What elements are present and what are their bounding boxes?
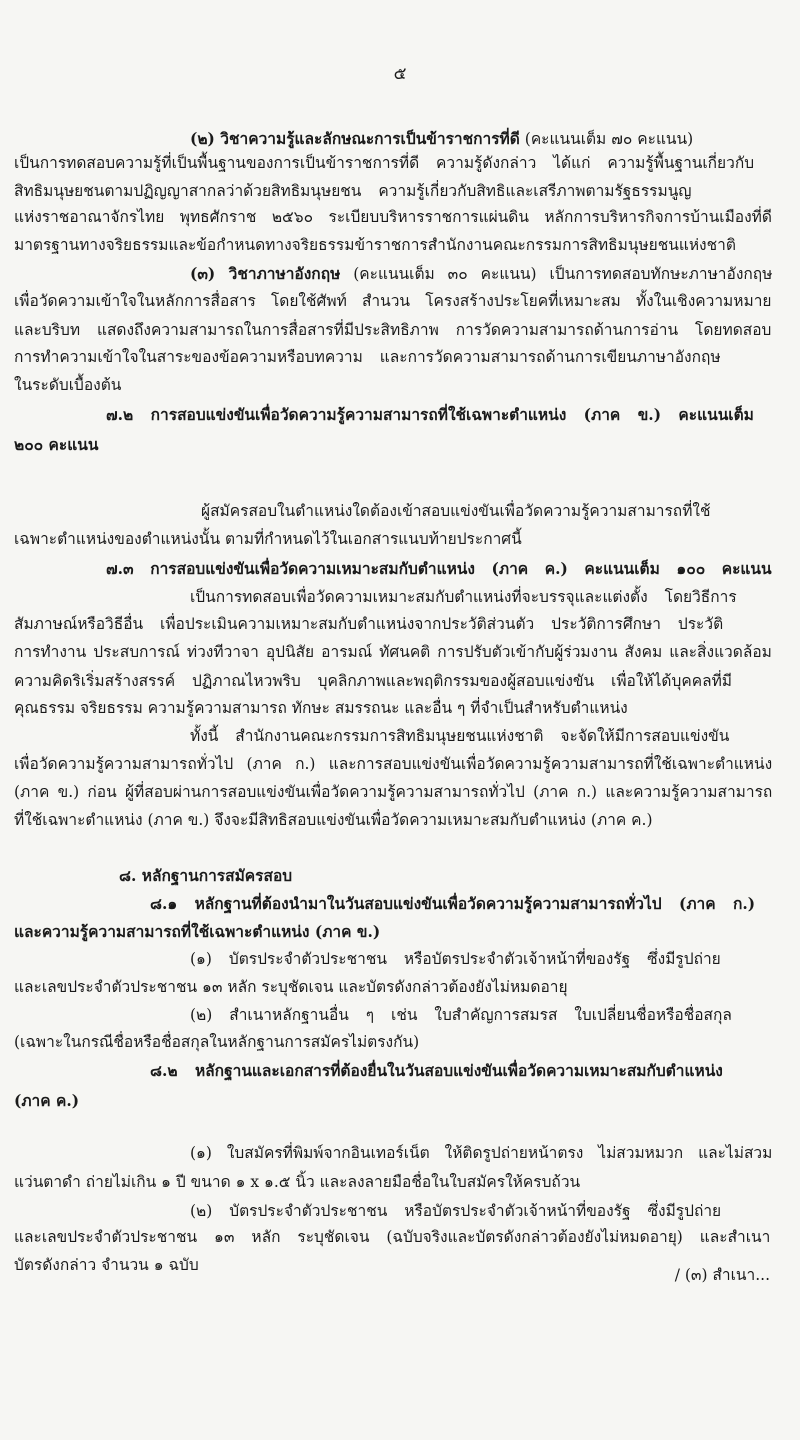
- text-segment: และบริบท แสดงถึงความสามารถในการสื่อสารที่มีประสิทธิภาพ การวัดความสามารถด้านการอ่าน โดยทดสอบ: [14, 321, 772, 339]
- text-segment: สิทธิมนุษยชนตามปฏิญญาสากลว่าด้วยสิทธิมนุษยชน ความรู้เกี่ยวกับสิทธิและเสรีภาพตามรัฐธรรมนูญ: [14, 182, 692, 200]
- text-segment: (๑) ใบสมัครที่พิมพ์จากอินเทอร์เน็ต ให้ติดรูปถ่ายหน้าตรง ไม่สวมหมวก และไม่สวม: [190, 1144, 773, 1162]
- text-segment: ความคิดริเริ่มสร้างสรรค์ ปฏิภาณไหวพริบ บุคลิกภาพและพฤติกรรมของผู้สอบแข่งขัน เพื่อให้ได้บุคคลที่มี: [14, 672, 733, 690]
- text-segment: บัตรดังกล่าว จำนวน ๑ ฉบับ: [14, 1256, 199, 1274]
- text-line: [190, 128, 693, 150]
- text-line: [190, 725, 729, 747]
- text-line: [14, 319, 771, 341]
- text-line: [190, 1200, 721, 1222]
- text-line: [190, 263, 772, 285]
- text-segment: และเลขประจำตัวประชาชน ๑๓ หลัก ระบุชัดเจน (ฉบับจริงและบัตรดังกล่าวต้องยังไม่หมดอายุ) และสำเนา: [14, 1228, 771, 1246]
- text-line: [14, 641, 772, 663]
- text-line: [14, 781, 772, 803]
- text-line: [14, 697, 628, 719]
- text-segment: ที่ใช้เฉพาะตำแหน่ง (ภาค ข.) จึงจะมีสิทธิสอบแข่งขันเพื่อวัดความเหมาะสมกับตำแหน่ง (ภาค ค.): [14, 811, 653, 829]
- text-segment: ผู้สมัครสอบในตำแหน่งใดต้องเข้าสอบแข่งขันเพื่อวัดความรู้ความสามารถที่ใช้: [201, 502, 711, 520]
- bold-text: และความรู้ความสามารถที่ใช้เฉพาะตำแหน่ง (ภาค ข.): [14, 922, 381, 941]
- bold-text: ๘. หลักฐานการสมัครสอบ: [119, 866, 293, 885]
- text-line: [14, 921, 380, 943]
- bold-text: ๘.๑ หลักฐานที่ต้องนำมาในวันสอบแข่งขันเพื่อวัดความรู้ความสามารถทั่วไป (ภาค ก.): [150, 894, 756, 913]
- text-segment: ทั้งนี้ สำนักงานคณะกรรมการสิทธิมนุษยชนแห่งชาติ จะจัดให้มีการสอบแข่งขัน: [190, 727, 730, 745]
- text-line: [14, 809, 653, 831]
- text-line: [150, 893, 755, 915]
- text-segment: (เฉพาะในกรณีชื่อหรือชื่อสกุลในหลักฐานการสมัครไม่ตรงกัน): [14, 1033, 420, 1051]
- bold-text: (๓) วิชาภาษาอังกฤษ: [190, 264, 341, 283]
- text-line: [14, 374, 121, 396]
- text-segment: เพื่อวัดความเข้าใจในหลักการสื่อสาร โดยใช้ศัพท์ สำนวน โครงสร้างประโยคที่เหมาะสม ทั้งในเชิงความหมาย: [14, 292, 772, 310]
- continuation-note: / (๓) สำเนา...: [674, 1266, 770, 1284]
- bold-text: ๗.๒ การสอบแข่งขันเพื่อวัดความรู้ความสามารถที่ใช้เฉพาะตำแหน่ง (ภาค ข.) คะแนนเต็ม: [106, 405, 754, 424]
- text-line: [14, 234, 736, 256]
- text-line: [106, 404, 754, 426]
- text-line: [190, 1142, 772, 1164]
- text-line: [14, 1031, 419, 1053]
- text-line: [201, 500, 711, 522]
- page-number: ๕: [393, 64, 407, 84]
- text-line: [14, 528, 522, 550]
- text-line: [14, 290, 772, 312]
- text-line: [14, 976, 568, 998]
- text-line: [14, 206, 772, 228]
- text-line: [14, 670, 732, 692]
- text-segment: และเลขประจำตัวประชาชน ๑๓ หลัก ระบุชัดเจน และบัตรดังกล่าวต้องยังไม่หมดอายุ: [14, 978, 568, 996]
- text-segment: การทำความเข้าใจในสาระของข้อความหรือบทความ และการวัดความสามารถด้านการเขียนภาษาอังกฤษ: [14, 348, 721, 366]
- text-line: [14, 613, 723, 635]
- text-segment: (๒) สำเนาหลักฐานอื่น ๆ เช่น ใบสำคัญการสมรส ใบเปลี่ยนชื่อหรือชื่อสกุล: [190, 1006, 732, 1024]
- text-segment: (ภาค ข.) ก่อน ผู้ที่สอบผ่านการสอบแข่งขันเพื่อวัดความรู้ความสามารถทั่วไป (ภาค ก.) และความรู้ความสามารถ: [14, 783, 773, 801]
- text-segment: (๒) บัตรประจำตัวประชาชน หรือบัตรประจำตัวเจ้าหน้าที่ของรัฐ ซึ่งมีรูปถ่าย: [190, 1202, 722, 1220]
- text-segment: ในระดับเบื้องต้น: [14, 376, 122, 394]
- text-segment: เป็นการทดสอบความรู้ที่เป็นพื้นฐานของการเป็นข้าราชการที่ดี ความรู้ดังกล่าว ได้แก่ ความรู้พื้นฐานเกี่ยวกับ: [14, 154, 755, 172]
- text-segment: (คะแนนเต็ม ๗๐ คะแนน): [519, 130, 694, 148]
- text-segment: (๑) บัตรประจำตัวประชาชน หรือบัตรประจำตัวเจ้าหน้าที่ของรัฐ ซึ่งมีรูปถ่าย: [190, 950, 721, 968]
- text-segment: การทำงาน ประสบการณ์ ท่วงทีวาจา อุปนิสัย อารมณ์ ทัศนคติ การปรับตัวเข้ากับผู้ร่วมงาน สังคม และสิ่งแวดล้อม: [14, 643, 772, 661]
- text-segment: คุณธรรม จริยธรรม ความรู้ความสามารถ ทักษะ สมรรถนะ และอื่น ๆ ที่จำเป็นสำหรับตำแหน่ง: [14, 699, 628, 717]
- text-segment: แว่นตาดำ ถ่ายไม่เกิน ๑ ปี ขนาด ๑ x ๑.๕ นิ้ว และลงลายมือชื่อในใบสมัครให้ครบถ้วน: [14, 1173, 581, 1191]
- text-segment: เพื่อวัดความรู้ความสามารถทั่วไป (ภาค ก.) และการสอบแข่งขันเพื่อวัดความรู้ความสามารถที่ใช้เฉพาะตำแหน่ง: [14, 755, 773, 773]
- text-line: [14, 180, 692, 202]
- text-line: [14, 1090, 79, 1112]
- text-line: [190, 1004, 732, 1026]
- bold-text: (๒) วิชาความรู้และลักษณะการเป็นข้าราชการที่ดี: [190, 129, 520, 148]
- text-line: [190, 948, 721, 970]
- text-line: [14, 1254, 199, 1276]
- text-line: [119, 865, 292, 887]
- text-line: [14, 346, 721, 368]
- text-line: [14, 152, 754, 174]
- text-line: [14, 434, 98, 456]
- text-line: [14, 1171, 580, 1193]
- text-line: [14, 753, 772, 775]
- text-line: [14, 1226, 770, 1248]
- text-line: [150, 1060, 723, 1082]
- bold-text: ๒๐๐ คะแนน: [14, 435, 99, 454]
- text-segment: เฉพาะตำแหน่งของตำแหน่งนั้น ตามที่กำหนดไว้ในเอกสารแนบท้ายประกาศนี้: [14, 530, 522, 548]
- text-segment: สัมภาษณ์หรือวิธีอื่น เพื่อประเมินความเหมาะสมกับตำแหน่งจากประวัติส่วนตัว ประวัติการศึกษา ประวัติ: [14, 615, 724, 633]
- text-line: [106, 558, 772, 580]
- text-segment: (คะแนนเต็ม ๓๐ คะแนน) เป็นการทดสอบทักษะภาษาอังกฤษ: [340, 265, 773, 283]
- text-line: [190, 586, 737, 608]
- text-segment: มาตรฐานทางจริยธรรมและข้อกำหนดทางจริยธรรมข้าราชการสำนักงานคณะกรรมการสิทธิมนุษยชนแห่งชาติ: [14, 236, 736, 254]
- bold-text: ๘.๒ หลักฐานและเอกสารที่ต้องยื่นในวันสอบแข่งขันเพื่อวัดความเหมาะสมกับตำแหน่ง: [150, 1061, 723, 1080]
- bold-text: (ภาค ค.): [14, 1091, 80, 1110]
- bold-text: ๗.๓ การสอบแข่งขันเพื่อวัดความเหมาะสมกับตำแหน่ง (ภาค ค.) คะแนนเต็ม ๑๐๐ คะแนน: [106, 559, 772, 578]
- text-segment: แห่งราชอาณาจักรไทย พุทธศักราช ๒๕๖๐ ระเบียบบริหารราชการแผ่นดิน หลักการบริหารกิจการบ้านเมืองที่ดี: [14, 208, 772, 226]
- text-segment: เป็นการทดสอบเพื่อวัดความเหมาะสมกับตำแหน่งที่จะบรรจุและแต่งตั้ง โดยวิธีการ: [190, 588, 737, 606]
